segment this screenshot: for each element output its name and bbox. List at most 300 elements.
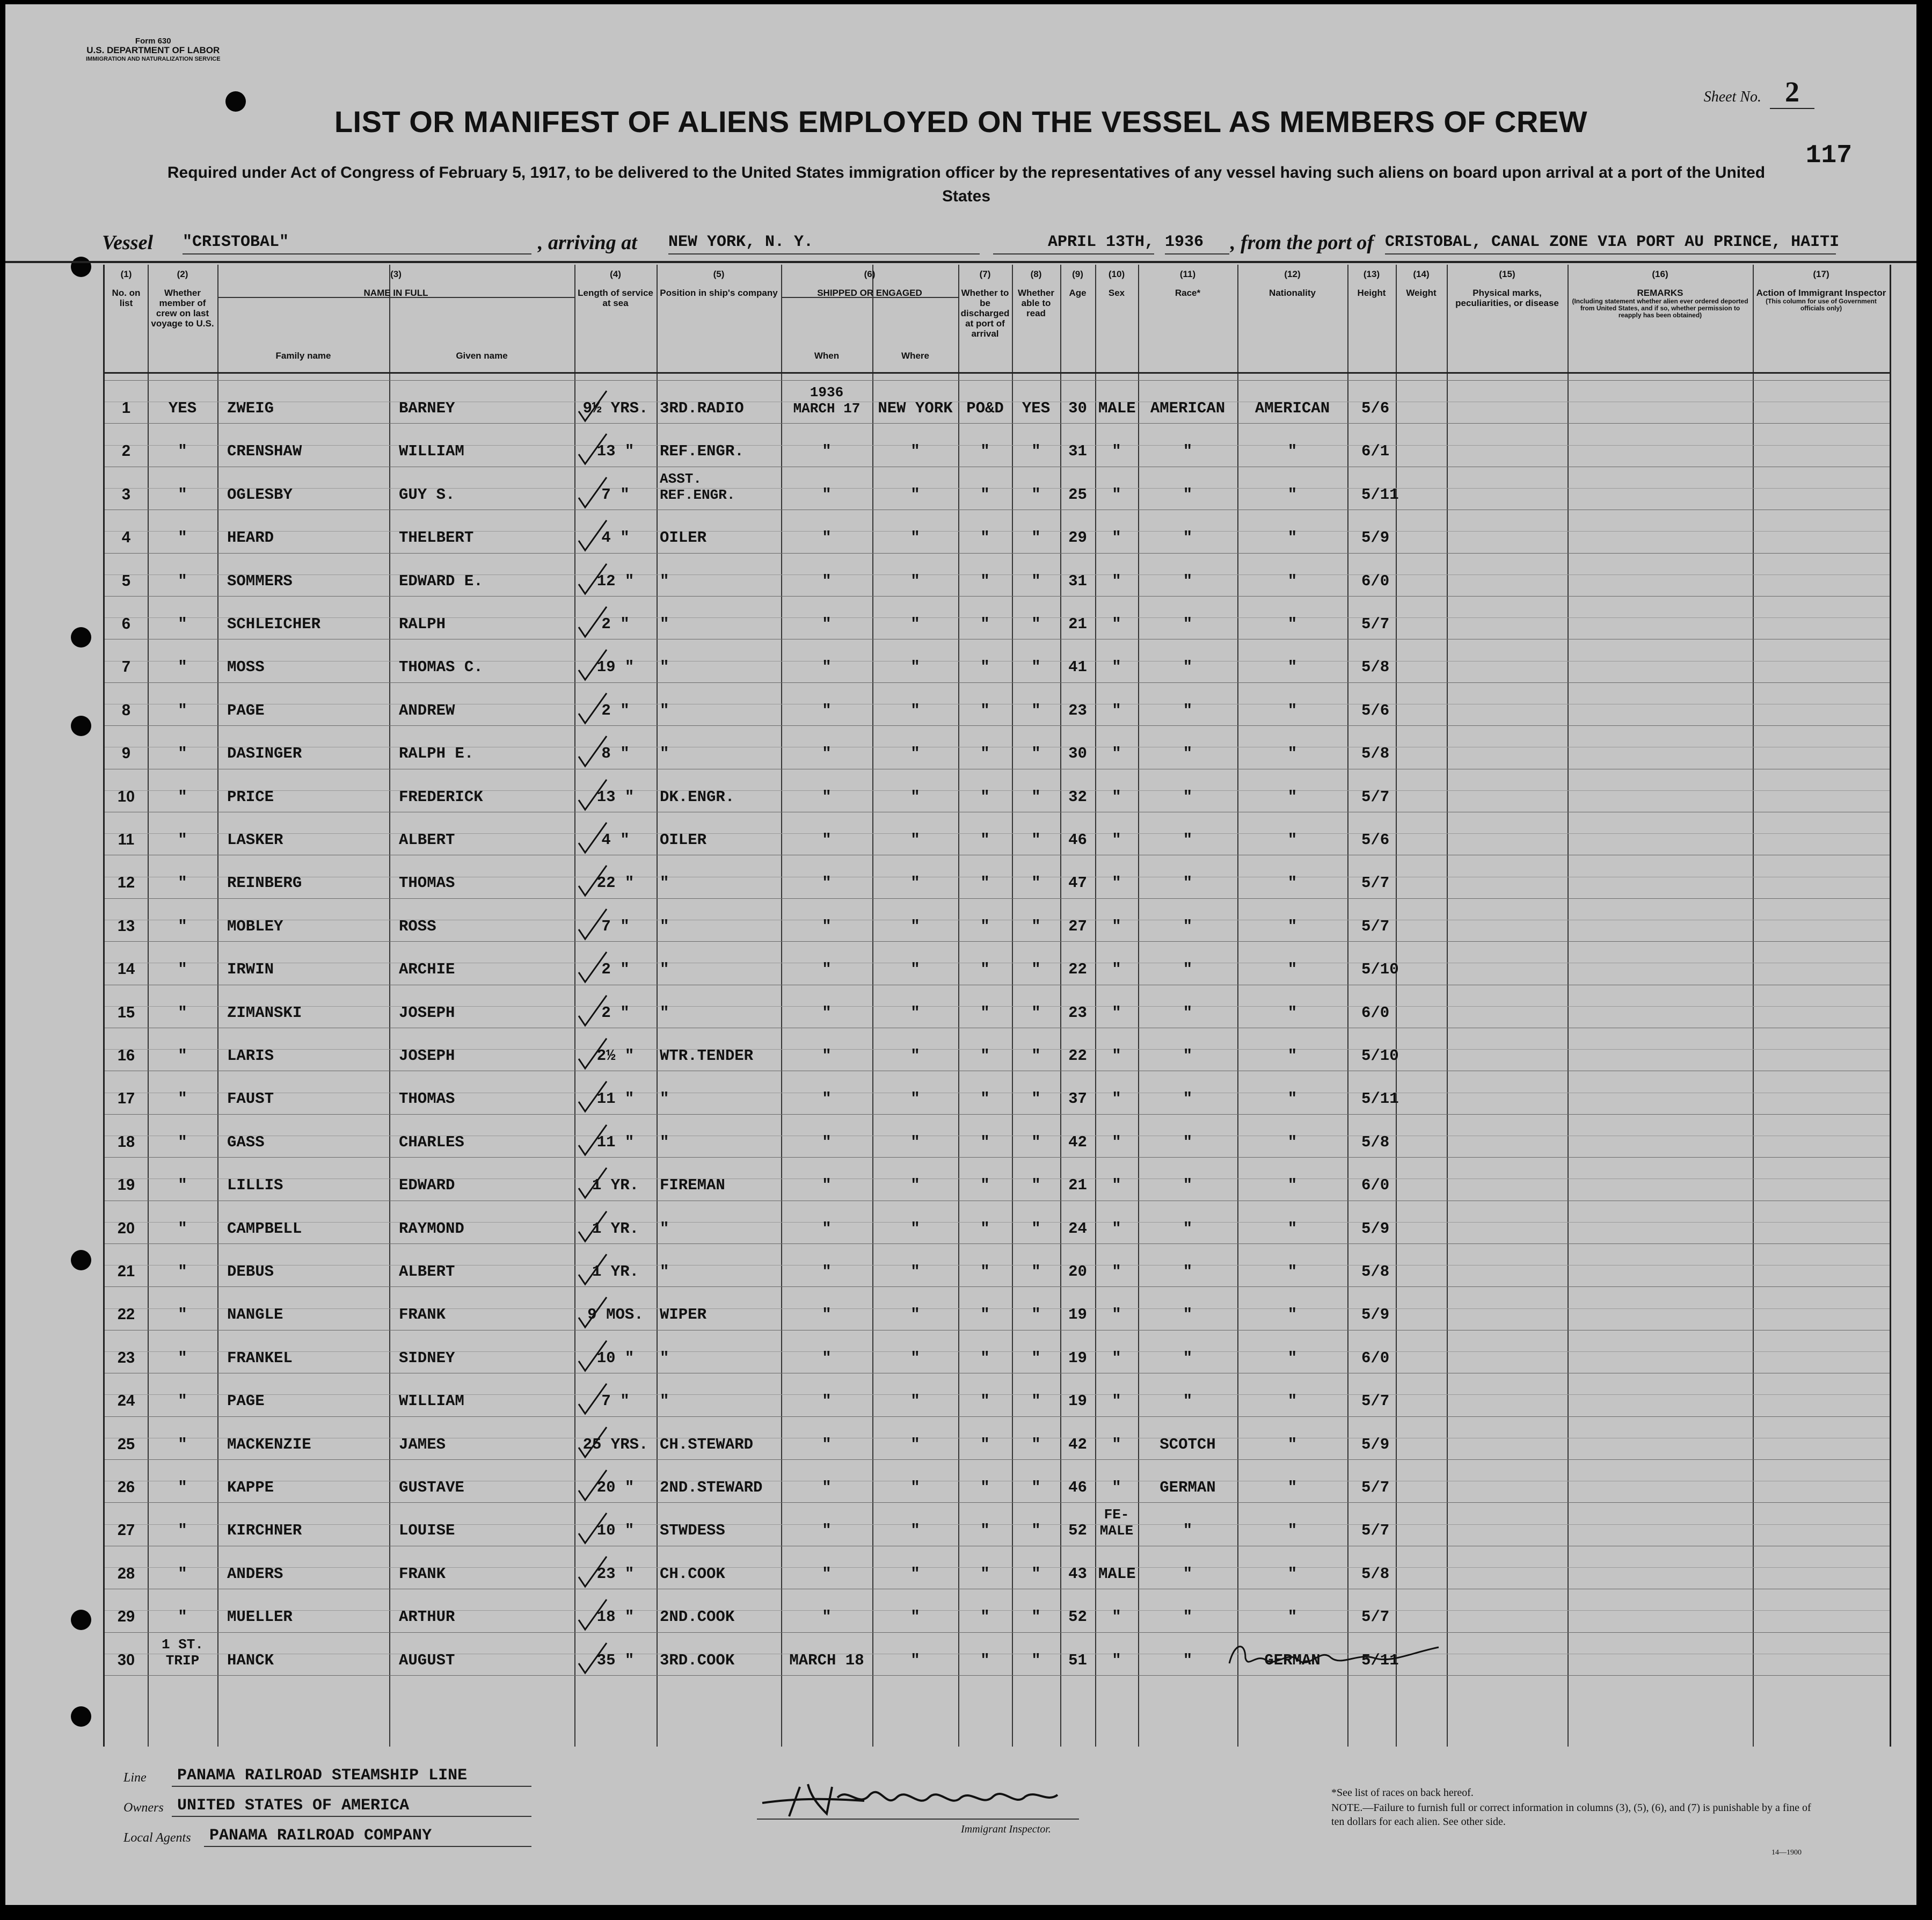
cell-when: " — [822, 1392, 832, 1410]
ruling-line — [105, 1243, 1890, 1244]
cell-height: 5/10 — [1361, 961, 1399, 979]
page-subtitle: Required under Act of Congress of February 5, 1917, to be delivered to the United States immigration officer by the representatives of any vessel having such aliens on board upon arrival at a port of the United States — [167, 164, 1766, 205]
check-mark-icon — [575, 474, 613, 512]
cell-read: " — [1031, 1608, 1041, 1626]
cell-nationality: " — [1287, 1522, 1297, 1540]
column-header — [1140, 269, 1235, 298]
cell-service: 10 " — [596, 1522, 635, 1540]
cell-age: 21 — [1068, 1176, 1087, 1195]
ruling-line — [105, 725, 1890, 726]
cell-no: 18 — [117, 1133, 135, 1151]
cell-prev: " — [178, 572, 187, 590]
cell-where: " — [910, 1608, 920, 1626]
cell-position: " — [660, 917, 669, 935]
cell-no: 10 — [117, 788, 135, 805]
cell-given: GUY S. — [399, 485, 455, 504]
cell-sex: " — [1112, 1003, 1121, 1022]
cell-service: 25 YRS. — [582, 1435, 648, 1453]
cell-discharged: " — [980, 874, 990, 892]
penalty-note: NOTE.—Failure to furnish full or correct information in columns (3), (5), (6), and (7) is punishable by a fine of ten dollars for each alien. See other side. — [1331, 1802, 1811, 1828]
cell-position: " — [660, 1219, 669, 1238]
cell-sex: " — [1112, 1133, 1121, 1151]
cell-family: ZIMANSKI — [227, 1003, 302, 1022]
cell-race: " — [1183, 572, 1193, 590]
cell-no: 4 — [121, 529, 131, 547]
column-header — [150, 269, 215, 329]
cell-given: ARTHUR — [399, 1608, 455, 1626]
check-mark-icon — [575, 646, 613, 684]
cell-read: " — [1031, 1003, 1041, 1022]
cell-position: REF.ENGR. — [660, 442, 744, 461]
cell-no: 19 — [117, 1176, 135, 1194]
cell-race: " — [1183, 1608, 1193, 1626]
cell-read: " — [1031, 1090, 1041, 1108]
cell-when: 1936 MARCH 17 — [793, 384, 861, 417]
cell-family: LASKER — [227, 831, 283, 849]
cell-given: THOMAS — [399, 874, 455, 892]
cell-nationality: " — [1287, 1349, 1297, 1367]
cell-service: 1 YR. — [592, 1176, 639, 1195]
cell-age: 46 — [1068, 1479, 1087, 1496]
column-title: No. on list — [112, 288, 141, 308]
check-mark-icon — [575, 1596, 613, 1634]
cell-when: " — [822, 1047, 832, 1065]
arrival-year: 1936 — [1165, 233, 1229, 254]
cell-read: " — [1031, 1651, 1041, 1669]
cell-given: BARNEY — [399, 399, 455, 417]
cell-sex: " — [1112, 1306, 1121, 1324]
cell-where: " — [910, 1349, 920, 1367]
cell-when: " — [822, 1608, 832, 1626]
cell-given: RALPH — [399, 615, 446, 633]
cell-family: HANCK — [227, 1651, 274, 1669]
cell-sex: " — [1112, 1047, 1121, 1065]
cell-family: OGLESBY — [227, 485, 293, 504]
cell-no: 13 — [117, 917, 135, 935]
owners-value: UNITED STATES OF AMERICA — [172, 1797, 531, 1817]
cell-position: 2ND.STEWARD — [660, 1479, 763, 1496]
cell-race: " — [1183, 1522, 1193, 1540]
cell-age: 47 — [1068, 874, 1087, 892]
check-mark-icon — [575, 1251, 613, 1289]
sheet-number-label: Sheet No. — [1703, 89, 1761, 105]
cell-when: " — [822, 1263, 832, 1281]
column-number: (1) — [120, 269, 132, 279]
cell-position: CH.COOK — [660, 1565, 725, 1583]
check-mark-icon — [575, 819, 613, 857]
arrival-date: APRIL 13TH, — [993, 233, 1154, 254]
cell-given: JOSEPH — [399, 1047, 455, 1065]
cell-where: " — [910, 1435, 920, 1453]
cell-given: THOMAS C. — [399, 658, 483, 677]
column-title: Position in ship's company — [660, 288, 778, 298]
cell-prev: " — [178, 961, 187, 979]
column-title: SHIPPED OR ENGAGED — [817, 288, 922, 298]
cell-nationality: " — [1287, 831, 1297, 849]
cell-height: 5/8 — [1361, 1133, 1390, 1151]
column-title: Race* — [1175, 288, 1201, 298]
column-number: (11) — [1179, 269, 1196, 279]
cell-read: " — [1031, 1133, 1041, 1151]
cell-read: " — [1031, 658, 1041, 677]
column-title: Weight — [1406, 288, 1437, 298]
cell-position: " — [660, 1263, 669, 1281]
cell-age: 27 — [1068, 917, 1087, 935]
cell-when: " — [822, 831, 832, 849]
cell-given: JAMES — [399, 1435, 446, 1453]
column-number: (13) — [1363, 269, 1380, 279]
cell-given: ARCHIE — [399, 961, 455, 979]
cell-family: LILLIS — [227, 1176, 283, 1195]
cell-age: 42 — [1068, 1435, 1087, 1453]
column-title: Nationality — [1269, 288, 1316, 298]
cell-sex: " — [1112, 1608, 1121, 1626]
cell-discharged: " — [980, 1090, 990, 1108]
cell-given: SIDNEY — [399, 1349, 455, 1367]
cell-race: " — [1183, 1349, 1193, 1367]
column-header — [107, 269, 145, 308]
cell-family: CAMPBELL — [227, 1219, 302, 1238]
cell-age: 42 — [1068, 1133, 1087, 1151]
sheet-number — [1704, 75, 1814, 108]
cell-race: " — [1183, 917, 1193, 935]
ruling-line — [105, 1286, 1890, 1287]
cell-height: 5/7 — [1361, 788, 1390, 806]
cell-position: ASST. REF.ENGR. — [660, 470, 735, 503]
check-mark-icon — [575, 1553, 613, 1591]
column-header — [1014, 269, 1058, 318]
cell-height: 5/9 — [1361, 1306, 1390, 1324]
column-header — [1755, 269, 1887, 312]
cell-when: " — [822, 917, 832, 935]
cell-when: " — [822, 1522, 832, 1540]
cell-position: OILER — [660, 529, 707, 547]
cell-where: " — [910, 1047, 920, 1065]
cell-discharged: " — [980, 1133, 990, 1151]
column-number: (3) — [390, 269, 402, 279]
cell-service: 1 YR. — [592, 1263, 639, 1281]
cell-discharged: " — [980, 529, 990, 547]
cell-discharged: " — [980, 1349, 990, 1367]
cell-given: CHARLES — [399, 1133, 464, 1151]
column-number: (10) — [1108, 269, 1125, 279]
cell-when: " — [822, 442, 832, 461]
cell-prev: " — [178, 1435, 187, 1453]
cell-nationality: " — [1287, 1176, 1297, 1195]
cell-discharged: " — [980, 1176, 990, 1195]
check-mark-icon — [575, 992, 613, 1030]
cell-prev: " — [178, 1392, 187, 1410]
cell-given: GUSTAVE — [399, 1479, 464, 1496]
check-mark-icon — [575, 1510, 613, 1547]
cell-given: FREDERICK — [399, 788, 483, 806]
cell-age: 46 — [1068, 831, 1087, 849]
cell-nationality: " — [1287, 1306, 1297, 1324]
cell-where: " — [910, 615, 920, 633]
stamp-number: 117 — [1805, 141, 1852, 170]
check-mark-icon — [575, 1467, 613, 1504]
check-mark-icon — [575, 906, 613, 943]
cell-no: 5 — [121, 572, 131, 590]
cell-service: 4 " — [601, 831, 630, 849]
cell-family: DASINGER — [227, 745, 302, 763]
cell-race: " — [1183, 874, 1193, 892]
cell-no: 9 — [121, 745, 131, 762]
cell-given: ROSS — [399, 917, 436, 935]
column-number: (15) — [1499, 269, 1515, 279]
cell-race: GERMAN — [1160, 1479, 1216, 1496]
service-name: IMMIGRATION AND NATURALIZATION SERVICE — [86, 56, 221, 62]
cell-no: 12 — [117, 874, 135, 892]
cell-family: MOBLEY — [227, 917, 283, 935]
cell-read: " — [1031, 1176, 1041, 1195]
cell-where: " — [910, 961, 920, 979]
cell-nationality: " — [1287, 788, 1297, 806]
cell-read: " — [1031, 745, 1041, 763]
cell-prev: " — [178, 788, 187, 806]
cell-prev: " — [178, 1263, 187, 1281]
cell-when: " — [822, 658, 832, 677]
cell-when: " — [822, 874, 832, 892]
cell-no: 26 — [117, 1479, 135, 1496]
cell-where: " — [910, 1306, 920, 1324]
cell-service: 2 " — [601, 615, 630, 633]
cell-when: " — [822, 1219, 832, 1238]
cell-service: 8 " — [601, 745, 630, 763]
cell-height: 5/9 — [1361, 1219, 1390, 1238]
cell-height: 5/11 — [1361, 485, 1399, 504]
cell-discharged: " — [980, 961, 990, 979]
cell-sex: " — [1112, 788, 1121, 806]
cell-discharged: " — [980, 831, 990, 849]
cell-given: WILLIAM — [399, 1392, 464, 1410]
cell-service: 4 " — [601, 529, 630, 547]
cell-no: 17 — [117, 1090, 135, 1108]
cell-when: " — [822, 615, 832, 633]
cell-race: " — [1183, 1651, 1193, 1669]
cell-sex: " — [1112, 1651, 1121, 1669]
check-mark-icon — [575, 517, 613, 555]
cell-height: 5/8 — [1361, 745, 1390, 763]
cell-where: " — [910, 658, 920, 677]
column-number: (9) — [1072, 269, 1083, 279]
vessel-label: Vessel — [102, 231, 153, 254]
cell-height: 5/7 — [1361, 917, 1390, 935]
cell-prev: " — [178, 745, 187, 763]
cell-given: THELBERT — [399, 529, 474, 547]
cell-sex: " — [1112, 615, 1121, 633]
cell-nationality: " — [1287, 442, 1297, 461]
cell-nationality: " — [1287, 1047, 1297, 1065]
cell-height: 5/9 — [1361, 529, 1390, 547]
cell-where: " — [910, 1565, 920, 1583]
cell-sex: " — [1112, 1479, 1121, 1496]
cell-given: EDWARD — [399, 1176, 455, 1195]
cell-prev: " — [178, 1133, 187, 1151]
cell-read: " — [1031, 1392, 1041, 1410]
cell-service: 13 " — [596, 442, 635, 461]
ruling-line — [105, 898, 1890, 899]
cell-discharged: " — [980, 485, 990, 504]
cell-read: " — [1031, 1435, 1041, 1453]
cell-height: 5/8 — [1361, 658, 1390, 677]
cell-service: 23 " — [596, 1565, 635, 1583]
cell-no: 16 — [117, 1047, 135, 1064]
cell-when: " — [822, 788, 832, 806]
print-code: 14—1900 — [1771, 1849, 1802, 1857]
cell-position: FIREMAN — [660, 1176, 725, 1195]
cell-race: " — [1183, 1090, 1193, 1108]
column-number: (16) — [1652, 269, 1668, 279]
column-number: (12) — [1284, 269, 1301, 279]
cell-prev: " — [178, 874, 187, 892]
cell-height: 6/0 — [1361, 1003, 1390, 1022]
cell-family: REINBERG — [227, 874, 302, 892]
cell-prev: " — [178, 1565, 187, 1583]
cell-nationality: " — [1287, 485, 1297, 504]
cell-when: " — [822, 1003, 832, 1022]
cell-height: 5/6 — [1361, 701, 1390, 719]
manifest-sheet — [5, 4, 1916, 1905]
cell-prev: " — [178, 1479, 187, 1496]
cell-family: SCHLEICHER — [227, 615, 321, 633]
cell-given: THOMAS — [399, 1090, 455, 1108]
check-mark-icon — [575, 603, 613, 641]
cell-discharged: " — [980, 745, 990, 763]
cell-read: " — [1031, 1479, 1041, 1496]
department-name: U.S. DEPARTMENT OF LABOR — [86, 45, 220, 55]
cell-no: 25 — [117, 1435, 135, 1453]
cell-read: " — [1031, 1306, 1041, 1324]
cell-no: 2 — [121, 442, 131, 460]
cell-discharged: " — [980, 1047, 990, 1065]
cell-race: AMERICAN — [1150, 399, 1226, 417]
cell-height: 5/7 — [1361, 1479, 1390, 1496]
cell-nationality: " — [1287, 658, 1297, 677]
cell-service: 7 " — [601, 917, 630, 935]
column-header — [783, 269, 956, 298]
column-title: NAME IN FULL — [363, 288, 428, 298]
cell-discharged: PO&D — [966, 399, 1004, 417]
cell-race: " — [1183, 1133, 1193, 1151]
cell-age: 22 — [1068, 1047, 1087, 1065]
cell-read: " — [1031, 788, 1041, 806]
column-header — [1449, 269, 1565, 308]
cell-service: 12 " — [596, 572, 635, 590]
cell-where: " — [910, 1003, 920, 1022]
cell-age: 32 — [1068, 788, 1087, 806]
cell-where: " — [910, 1392, 920, 1410]
column-header — [1350, 269, 1394, 298]
column-subheader: Given name — [456, 351, 508, 361]
cell-height: 5/9 — [1361, 1435, 1390, 1453]
cell-no: 28 — [117, 1565, 135, 1582]
cell-age: 23 — [1068, 701, 1087, 719]
cell-given: FRANK — [399, 1306, 446, 1324]
cell-nationality: " — [1287, 1479, 1297, 1496]
cell-when: " — [822, 1176, 832, 1195]
cell-prev: " — [178, 1003, 187, 1022]
cell-family: PRICE — [227, 788, 274, 806]
cell-discharged: " — [980, 1608, 990, 1626]
column-number: (8) — [1030, 269, 1042, 279]
cell-given: ALBERT — [399, 831, 455, 849]
cell-no: 27 — [117, 1522, 135, 1539]
cell-height: 6/0 — [1361, 1176, 1390, 1195]
cell-family: MUELLER — [227, 1608, 293, 1626]
cell-where: NEW YORK — [878, 399, 953, 417]
cell-nationality: GERMAN — [1264, 1651, 1321, 1669]
column-title: Height — [1357, 288, 1386, 298]
cell-prev: " — [178, 1522, 187, 1540]
check-mark-icon — [575, 1165, 613, 1202]
cell-discharged: " — [980, 1651, 990, 1669]
cell-sex: " — [1112, 1263, 1121, 1281]
column-title: Sex — [1108, 288, 1125, 298]
cell-nationality: " — [1287, 1003, 1297, 1022]
cell-service: 1 YR. — [592, 1219, 639, 1238]
column-number: (4) — [610, 269, 621, 279]
cell-discharged: " — [980, 1392, 990, 1410]
cell-race: SCOTCH — [1160, 1435, 1216, 1453]
cell-prev: YES — [168, 399, 197, 417]
cell-prev: " — [178, 917, 187, 935]
check-mark-icon — [575, 1424, 613, 1461]
cell-family: PAGE — [227, 1392, 265, 1410]
cell-family: ANDERS — [227, 1565, 283, 1583]
cell-position: " — [660, 1003, 669, 1022]
cell-read: " — [1031, 529, 1041, 547]
cell-height: 5/8 — [1361, 1263, 1390, 1281]
column-note: (Including statement whether alien ever ordered deported from United States, and if so, whether permission to reapply has been obtained) — [1572, 297, 1748, 319]
cell-height: 5/11 — [1361, 1651, 1399, 1669]
cell-age: 52 — [1068, 1608, 1087, 1626]
from-port: CRISTOBAL, CANAL ZONE VIA PORT AU PRINCE, HAITI — [1385, 233, 1836, 254]
cell-read: " — [1031, 701, 1041, 719]
cell-nationality: " — [1287, 529, 1297, 547]
cell-race: " — [1183, 1565, 1193, 1583]
ruling-line — [105, 380, 1890, 381]
cell-age: 29 — [1068, 529, 1087, 547]
cell-where: " — [910, 788, 920, 806]
cell-sex: " — [1112, 1435, 1121, 1453]
cell-where: " — [910, 831, 920, 849]
column-number: (6) — [864, 269, 876, 279]
manifest-table — [103, 265, 1891, 1747]
column-number: (5) — [713, 269, 725, 279]
cell-given: EDWARD E. — [399, 572, 483, 590]
cell-where: " — [910, 485, 920, 504]
column-header — [220, 269, 572, 298]
cell-age: 23 — [1068, 1003, 1087, 1022]
cell-discharged: " — [980, 615, 990, 633]
cell-position: " — [660, 572, 669, 590]
cell-sex: " — [1112, 1176, 1121, 1195]
page-title: LIST OR MANIFEST OF ALIENS EMPLOYED ON THE VESSEL AS MEMBERS OF CREW — [334, 105, 1588, 139]
cell-sex: " — [1112, 572, 1121, 590]
cell-family: HEARD — [227, 529, 274, 547]
cell-family: CRENSHAW — [227, 442, 302, 461]
cell-service: 2 " — [601, 961, 630, 979]
cell-position: " — [660, 1090, 669, 1108]
races-note: *See list of races on back hereof. — [1331, 1787, 1474, 1799]
cell-sex: " — [1112, 1392, 1121, 1410]
cell-where: " — [910, 1219, 920, 1238]
ruling-line — [105, 682, 1890, 683]
check-mark-icon — [575, 1380, 613, 1418]
ruling-line — [105, 941, 1890, 942]
cell-no: 21 — [117, 1263, 135, 1280]
